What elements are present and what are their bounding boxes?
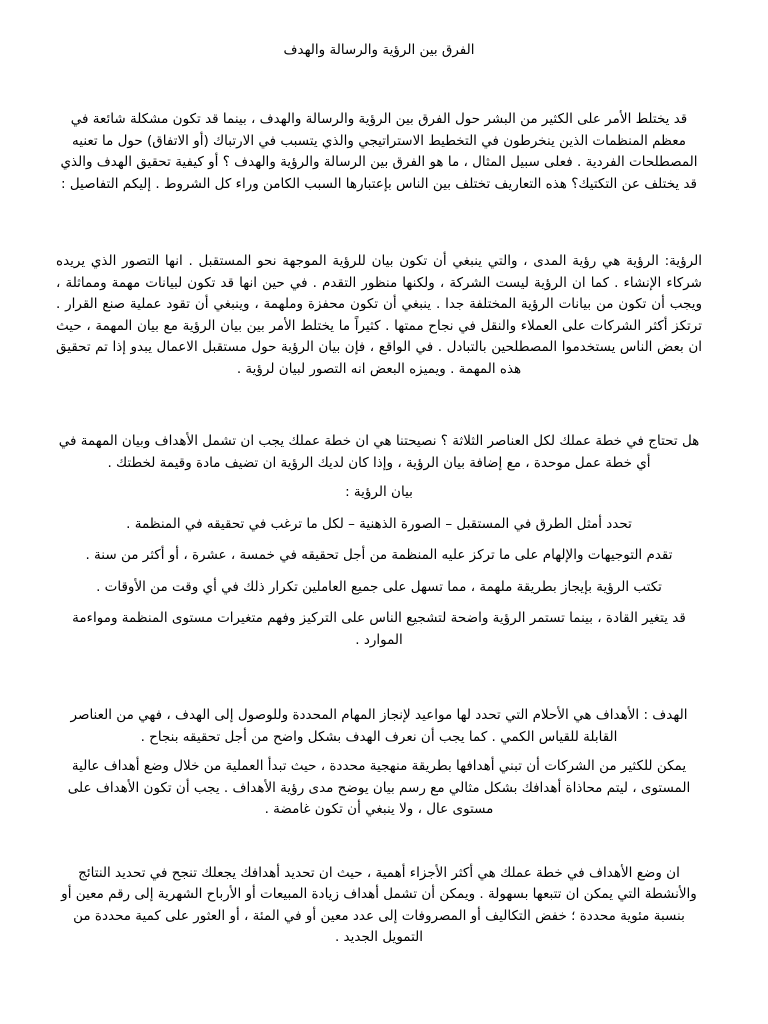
vision-statement-heading: بيان الرؤية : <box>345 484 413 500</box>
vision-point: تحدد أمثل الطرق في المستقبل – الصورة الذهنية – لكل ما ترغب في تحقيقه في المنظمة . <box>126 515 632 532</box>
vision-point: تقدم التوجيهات والإلهام على ما تركز عليه المنظمة من أجل تحقيقه في خمسة ، عشرة ، أو أكثر من سنة . <box>85 547 673 563</box>
intro-paragraph: قد يختلط الأمر على الكثير من البشر حول الفرق بين الرؤية والرسالة والهدف ، بينما قد تكون مشكلة شائعة في معظم المنظمات الذين ينخرطون في التخطيط الاستراتيجي والذي يتسبب في الارتباك (أو الاتفاق) حول ما تعنيه المصطلحات الفردية . فعلى سبيل المثال ، ما هو الفرق بين الرسالة والرؤية والهدف ؟ أو كيفية تحقيق الهدف والذي قد يختلف عن التكتيك؟ هذه التعاريف تختلف بين الناس بإعتبارها السبب الكامن وراء كل الشروط . إليكم التفاصيل : <box>60 111 698 192</box>
question-paragraph: هل تحتاج في خطة عملك لكل العناصر الثلاثة ؟ نصيحتنا هي ان خطة عملك يجب ان تشمل الأهداف وبيان المهمة في أي خطة عمل موحدة ، مع إضافة بيان الرؤية ، وإذا كان لديك الرؤية ان تضيف مادة وقيمة لخطتك . <box>58 433 700 471</box>
document-title: الفرق بين الرؤية والرسالة والهدف <box>283 42 475 58</box>
vision-paragraph: الرؤية: الرؤية هي رؤية المدى ، والتي ينبغي أن تكون بيان للرؤية الموجهة نحو المستقبل . انها التصور الذي يريده شركاء الإنشاء . كما ان الرؤية ليست الشركة ، ولكنها منظور التقدم . في حين انها قد تكون لبيانات مهمة ومماثلة ، ويجب أن تكون من بيانات الرؤية المختلفة جدا . ينبغي أن تكون محفزة وملهمة ، وينبغي أن تقود عملية صنع القرار . ترتكز أكثر الشركات على العملاء والنقل في نجاح ممتها . كثيراً ما يختلط الأمر بين بيان الرؤية مع بيان المهمة ، حيث ان بعض الناس يستخدموا المصطلحين بالتبادل . في الواقع ، فإن بيان الرؤية حول مستقبل الاعمال يبدو إذا تم تحقيق هذه المهمة . ويميزه البعض انه التصور لبيان لرؤية . <box>56 253 702 377</box>
goal-paragraph: الهدف : الأهداف هي الأحلام التي تحدد لها مواعيد لإنجاز المهام المحددة وللوصول إلى الهدف ، فهي من العناصر القابلة للقياس الكمي . كما يجب أن نعرف الهدف بشكل واضح من أجل تحقيقه بنجاح . <box>70 707 688 745</box>
vision-point: قد يتغير القادة ، بينما تستمر الرؤية واضحة لتشجيع الناس على التركيز وفهم متغيرات مستوى المنظمة ومواءمة الموارد . <box>72 610 686 648</box>
final-paragraph: ان وضع الأهداف في خطة عملك هي أكثر الأجزاء أهمية ، حيث ان تحديد أهدافك يجعلك تنجح في تحديد النتائج والأنشطة التي يمكن ان تتبعها بسهولة . ويمكن أن تشمل أهداف زيادة المبيعات أو الأرباح الشهرية إلى رقم معين أو بنسبة مئوية محددة ؛ خفض التكاليف أو المصروفات إلى عدد معين أو في المئة ، أو العثور على كمية محددة من التمويل الجديد . <box>61 864 697 945</box>
vision-point: تكتب الرؤية بإيجاز بطريقة ملهمة ، مما تسهل على جميع العاملين تكرار ذلك في أي وقت من الأوقات . <box>96 578 662 595</box>
goal-paragraph-2: يمكن للكثير من الشركات أن تبني أهدافها بطريقة منهجية محددة ، حيث تبدأ العملية من خلال وضع أهداف عالية المستوى ، ليتم محاذاة أهدافك بشكل مثالي مع رسم بيان يوضح مدى رؤية الأهداف . يجب أن تكون الأهداف على مستوى عال ، ولا ينبغي أن تكون غامضة . <box>67 758 691 817</box>
